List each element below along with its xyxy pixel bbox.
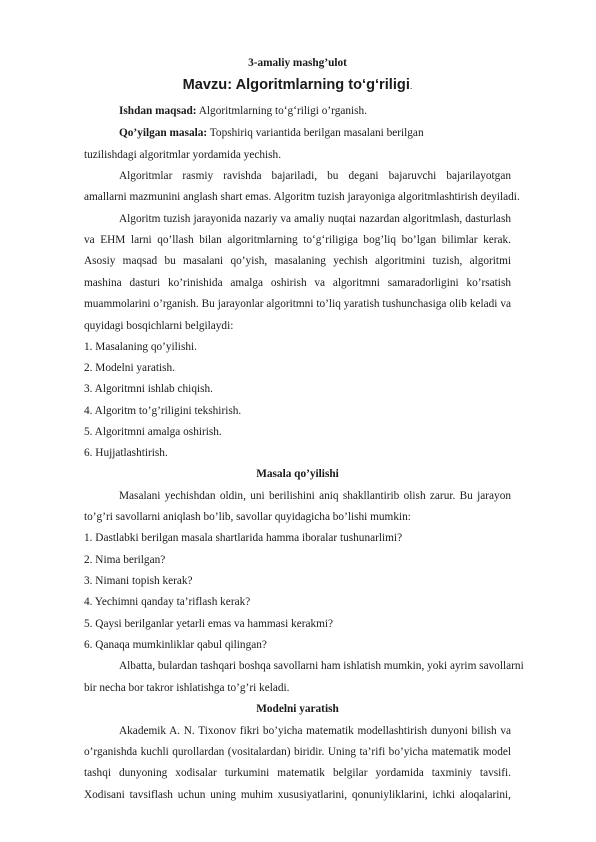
paragraph-line: quyidagi bosqichlarni belgilaydi: bbox=[84, 320, 234, 332]
paragraph-line: Albatta, bulardan tashqari boshqa savollarni ham ishlatish mumkin, yoki ayrim savollarni bbox=[119, 660, 524, 672]
question-item: 6. Qanaqa mumkinliklar qabul qilingan? bbox=[84, 639, 267, 651]
paragraph-line: muammolarini o’rganish. Bu jarayonlar algoritmni to’liq yaratish tushunchasiga olib keladi va bbox=[84, 298, 511, 310]
paragraph-line: mashina dasturi ko’rinishida amalga oshirish va algoritmni samaradorligini ko’rsatish bbox=[84, 277, 511, 289]
paragraph-line: amallarni mazmunini anglash shart emas. Algoritm tuzish jarayoniga algoritmlashtirish deyiladi. bbox=[84, 191, 520, 203]
practice-label: 3-amaliy mashg’ulot bbox=[248, 57, 347, 69]
paragraph-line: va EHM larni qo’llash bilan algoritmlarning to‘g‘riligiga bog’liq bo’lgan bilimlar kerak. bbox=[84, 234, 511, 246]
goal-label: Ishdan maqsad: bbox=[119, 105, 197, 117]
paragraph-line: Algoritm tuzish jarayonida nazariy va amaliy nuqtai nazardan algoritmlash, dasturlash bbox=[119, 213, 511, 225]
page-title-text: Mavzu: Algoritmlarning to‘g‘riligi bbox=[182, 77, 410, 93]
goal-line bbox=[119, 105, 511, 118]
page-title bbox=[84, 77, 511, 94]
section-heading: Modelni yaratish bbox=[256, 703, 339, 715]
paragraph-line: Xodisani tavsiflash uchun uning muhim xususiyatlarini, qonuniyliklarini, ichki aloqalarini, bbox=[84, 789, 511, 801]
task-continuation: tuzilishdagi algoritmlar yordamida yechish. bbox=[84, 149, 282, 161]
stage-item: 4. Algoritm to’g’riligini tekshirish. bbox=[84, 405, 242, 417]
stage-item: 1. Masalaning qo’yilishi. bbox=[84, 341, 197, 353]
page-title-end: . bbox=[409, 81, 413, 91]
task-text: Topshiriq variantida berilgan masalani berilgan bbox=[207, 127, 424, 139]
question-item: 4. Yechimni qanday ta’riflash kerak? bbox=[84, 596, 251, 608]
task-line bbox=[119, 127, 511, 140]
paragraph-line: o’rganishda kuchli qurollardan (vositalardan) biridir. Uning ta’rifi bo’yicha matematik model bbox=[84, 746, 511, 758]
question-item: 5. Qaysi berilganlar yetarli emas va hammasi kerakmi? bbox=[84, 618, 334, 630]
goal-text: Algoritmlarning to‘g‘riligi o’rganish. bbox=[196, 105, 368, 117]
stage-item: 6. Hujjatlashtirish. bbox=[84, 447, 168, 459]
question-item: 2. Nima berilgan? bbox=[84, 554, 166, 566]
question-item: 3. Nimani topish kerak? bbox=[84, 575, 193, 587]
paragraph-line: Masalani yechishdan oldin, uni berilishini aniq shakllantirib olish zarur. Bu jarayon bbox=[119, 490, 511, 502]
section-heading: Masala qo’yilishi bbox=[256, 468, 339, 480]
question-item: 1. Dastlabki berilgan masala shartlarida hamma iboralar tushunarlimi? bbox=[84, 532, 403, 544]
stage-item: 2. Modelni yaratish. bbox=[84, 362, 175, 374]
paragraph-line: tashqi dunyoning xodisalar turkumini matematik belgilar yordamida taxminiy tavsifi. bbox=[84, 767, 511, 779]
stage-item: 3. Algoritmni ishlab chiqish. bbox=[84, 383, 213, 395]
stage-item: 5. Algoritmni amalga oshirish. bbox=[84, 426, 222, 438]
paragraph-line: to’g’ri savollarni aniqlash bo’lib, savollar quyidagicha bo’lishi mumkin: bbox=[84, 511, 411, 523]
paragraph-line: bir necha bor takror ishlatishga to’g’ri keladi. bbox=[84, 682, 290, 694]
paragraph-line: Akademik A. N. Tixonov fikri bo’yicha matematik modellashtirish dunyoni bilish va bbox=[119, 725, 511, 737]
task-label: Qo’yilgan masala: bbox=[119, 127, 208, 139]
paragraph-line: Asosiy maqsad bu masalani qo’yish, masalaning yechish algoritmini tuzish, algoritmi bbox=[84, 255, 511, 267]
paragraph-line: Algoritmlar rasmiy ravishda bajariladi, bu degani bajaruvchi bajarilayotgan bbox=[119, 170, 511, 182]
